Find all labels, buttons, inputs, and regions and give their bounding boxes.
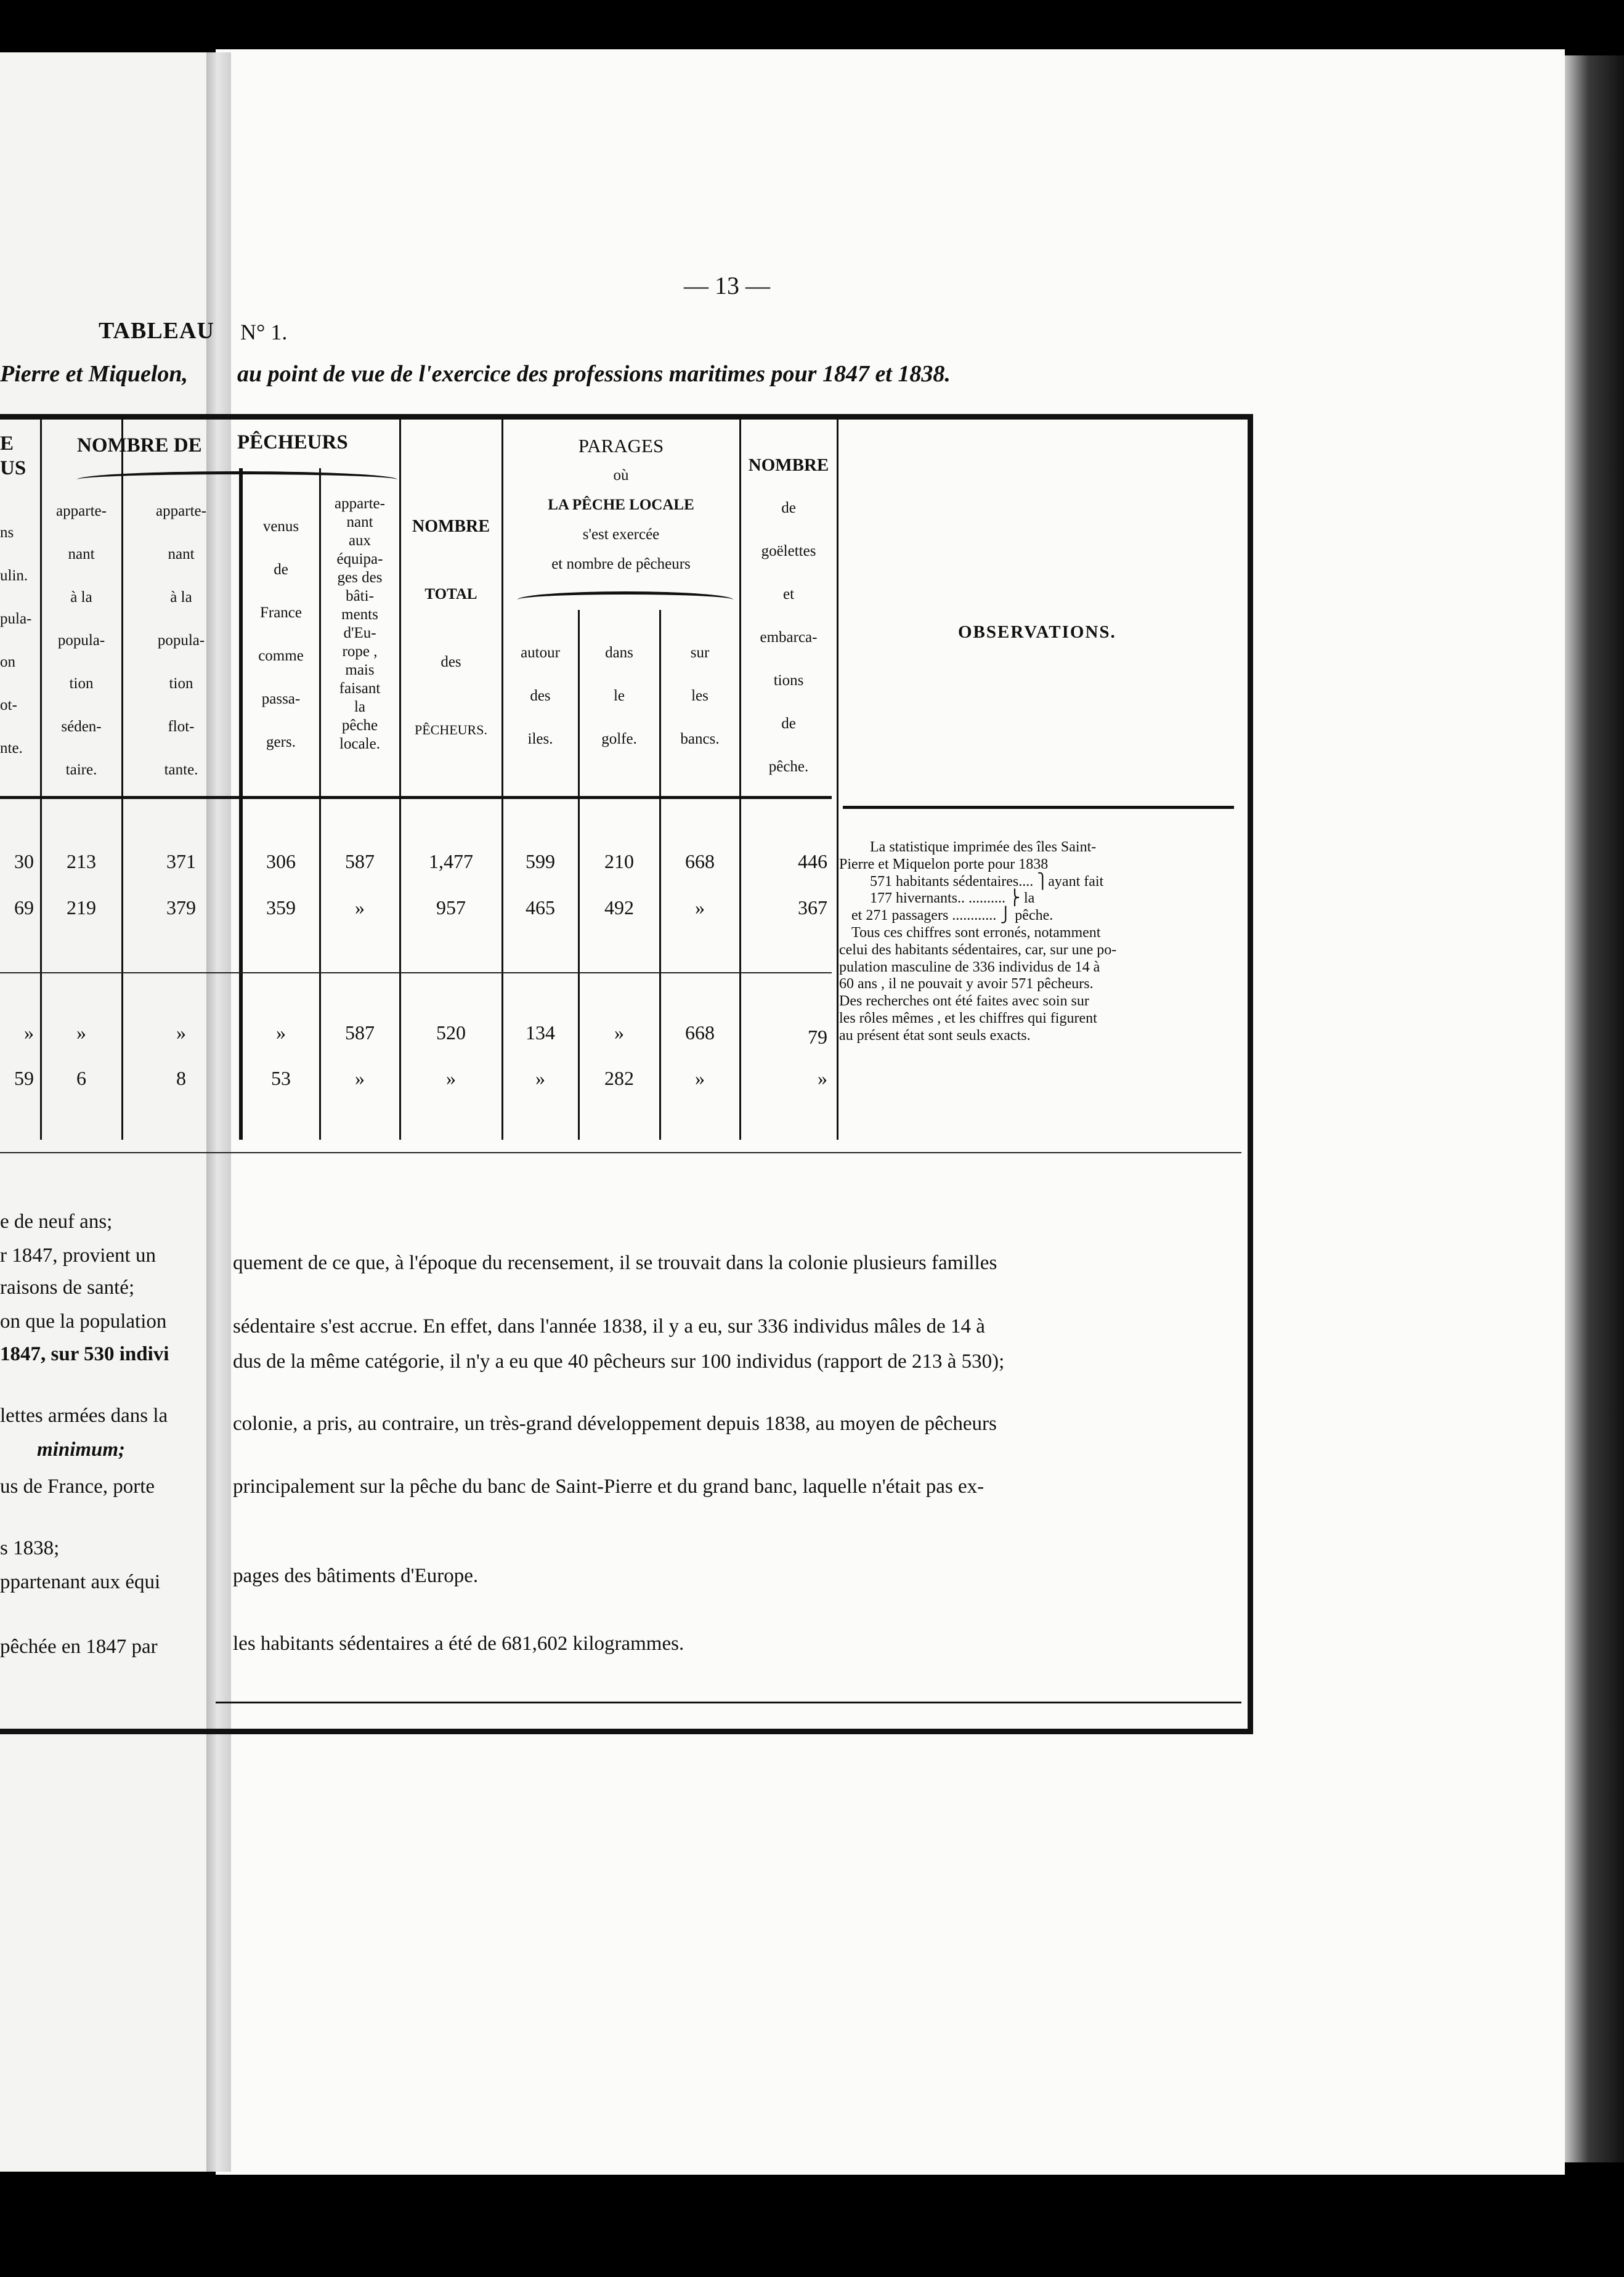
cell: 668 — [685, 850, 715, 872]
note-right-line: principalement sur la pêche du banc de Saint-Pierre et du grand banc, laquelle n'était pas ex- — [233, 1475, 985, 1498]
cell: 446 — [798, 850, 827, 872]
cell: 371 — [166, 850, 196, 872]
left-fragment-header: E US — [0, 432, 26, 479]
cell: 6 — [76, 1067, 86, 1089]
cell: » — [355, 1067, 365, 1089]
cell: 69 — [14, 896, 34, 919]
cell: 79 — [808, 1026, 827, 1048]
note-right-line: colonie, a pris, au contraire, un très-grand développement depuis 1838, au moyen de pêcheurs — [233, 1413, 997, 1435]
header-observations: OBSERVATIONS. — [958, 622, 1116, 642]
cell: 587 — [345, 850, 375, 872]
left-fragment-col: ns ulin. pula- on ot- nte. — [0, 524, 32, 757]
header-rule-obs — [843, 806, 1234, 809]
cell: 367 — [798, 896, 827, 919]
cell: 359 — [266, 896, 296, 919]
header-col-venus: venus de France comme passa- gers. — [258, 518, 304, 750]
cell: 213 — [67, 850, 96, 872]
subtitle-right: au point de vue de l'exercice des professions maritimes pour 1847 et 1838. — [237, 361, 951, 387]
cell: 465 — [526, 896, 555, 919]
cell: 668 — [685, 1021, 715, 1044]
cell: » — [446, 1067, 456, 1089]
cell: 306 — [266, 850, 296, 872]
cell: 520 — [436, 1021, 466, 1044]
row-group-rule — [0, 972, 832, 973]
table-title: TABLEAU — [99, 318, 214, 344]
cell: » — [695, 896, 705, 919]
header-col-golfe: dans le golfe. — [601, 644, 637, 747]
note-right-line: les habitants sédentaires a été de 681,602 kilogrammes. — [233, 1633, 684, 1655]
note-left-line: lettes armées dans la — [0, 1405, 168, 1427]
cell: 59 — [14, 1067, 34, 1089]
cell: 53 — [271, 1067, 291, 1089]
header-col-bancs: sur les bancs. — [680, 644, 720, 747]
header-col-total: NOMBRE TOTAL des PÊCHEURS. — [412, 517, 490, 737]
note-right-line: quement de ce que, à l'époque du recensement, il se trouvait dans la colonie plusieurs familles — [233, 1252, 997, 1274]
cell: 134 — [526, 1021, 555, 1044]
col-divider — [837, 419, 838, 1140]
cell: 492 — [604, 896, 634, 919]
note-left-line: e de neuf ans; — [0, 1211, 113, 1233]
note-left-line: ppartenant aux équi — [0, 1571, 161, 1593]
cell: 219 — [67, 896, 96, 919]
note-left-line: r 1847, provient un — [0, 1244, 156, 1267]
note-left-line: minimum; — [37, 1439, 126, 1461]
cell: » — [818, 1067, 827, 1089]
cell: » — [176, 1021, 186, 1044]
footer-rule — [216, 1702, 1241, 1703]
note-left-line: us de France, porte — [0, 1475, 155, 1498]
cell: 379 — [166, 896, 196, 919]
cell: » — [276, 1021, 286, 1044]
parages-brace — [518, 591, 733, 608]
cell: 599 — [526, 850, 555, 872]
header-pecheurs: PÊCHEURS — [237, 431, 348, 453]
cell: 587 — [345, 1021, 375, 1044]
col-divider — [239, 468, 243, 1140]
note-left-line: on que la population — [0, 1310, 167, 1333]
header-col-flottante: apparte- nant à la popula- tion flot- tante. — [156, 503, 206, 778]
note-right-line: dus de la même catégorie, il n'y a eu que 40 pêcheurs sur 100 individus (rapport de 213 à 530); — [233, 1350, 1005, 1373]
cell: » — [76, 1021, 86, 1044]
cell: 8 — [176, 1067, 186, 1089]
cell: » — [355, 896, 365, 919]
nombre-de-brace — [77, 471, 397, 488]
note-right-line: pages des bâtiments d'Europe. — [233, 1565, 479, 1587]
cell: 30 — [14, 850, 34, 872]
note-right-line: sédentaire s'est accrue. En effet, dans l'année 1838, il y a eu, sur 336 individus mâles de 14 à — [233, 1315, 985, 1337]
table-number: N° 1. — [240, 320, 288, 344]
cell: » — [535, 1067, 545, 1089]
note-left-line: 1847, sur 530 indivi — [0, 1343, 169, 1365]
cell: 210 — [604, 850, 634, 872]
header-rule — [0, 796, 832, 799]
header-parages: PARAGES où LA PÊCHE LOCALE s'est exercée et nombre de pêcheurs — [548, 435, 694, 572]
note-left-line: raisons de santé; — [0, 1276, 135, 1299]
subtitle-left: Pierre et Miquelon, — [0, 361, 189, 387]
note-left-line: pêchée en 1847 par — [0, 1636, 158, 1658]
page-number: — 13 — — [684, 272, 770, 299]
cell: » — [24, 1021, 34, 1044]
header-nombre-de: NOMBRE DE — [77, 434, 202, 457]
header-col-sedentaire: apparte- nant à la popula- tion séden- taire. — [56, 503, 107, 778]
page-edge — [1565, 55, 1624, 2162]
observations-text: La statistique imprimée des îles Saint- Pierre et Miquelon porte pour 1838 571 habitants sédentaires.... ⎫ayant fait 177 hivernants.. .......... ⎬ la et 271 passagers ............ ⎭ pêche. Tous ces chiffres sont erronés, notamment celui des habitants sédentaires, car, sur une po- pulation masculine de 336 individus de 14 à 60 ans , il ne pouvait y avoir 571 pêcheurs. Des recherches ont été faites avec soin sur les rôles mêmes , et les chiffres qui figurent au présent état sont seuls exacts. — [839, 839, 1117, 1044]
header-col-autour: autour des iles. — [521, 644, 560, 747]
cell: » — [614, 1021, 624, 1044]
note-left-line: s 1838; — [0, 1537, 60, 1559]
cell: 282 — [604, 1067, 634, 1089]
table-bottom-rule — [0, 1152, 1241, 1153]
cell: 957 — [436, 896, 466, 919]
header-col-equipages: apparte- nant aux équipa- ges des bâti- ments d'Eu- rope , mais faisant la pêche locale. — [335, 495, 385, 752]
cell: 1,477 — [429, 850, 473, 872]
cell: » — [695, 1067, 705, 1089]
header-col-goelettes: NOMBRE de goëlettes et embarca- tions de pêche. — [748, 455, 829, 775]
